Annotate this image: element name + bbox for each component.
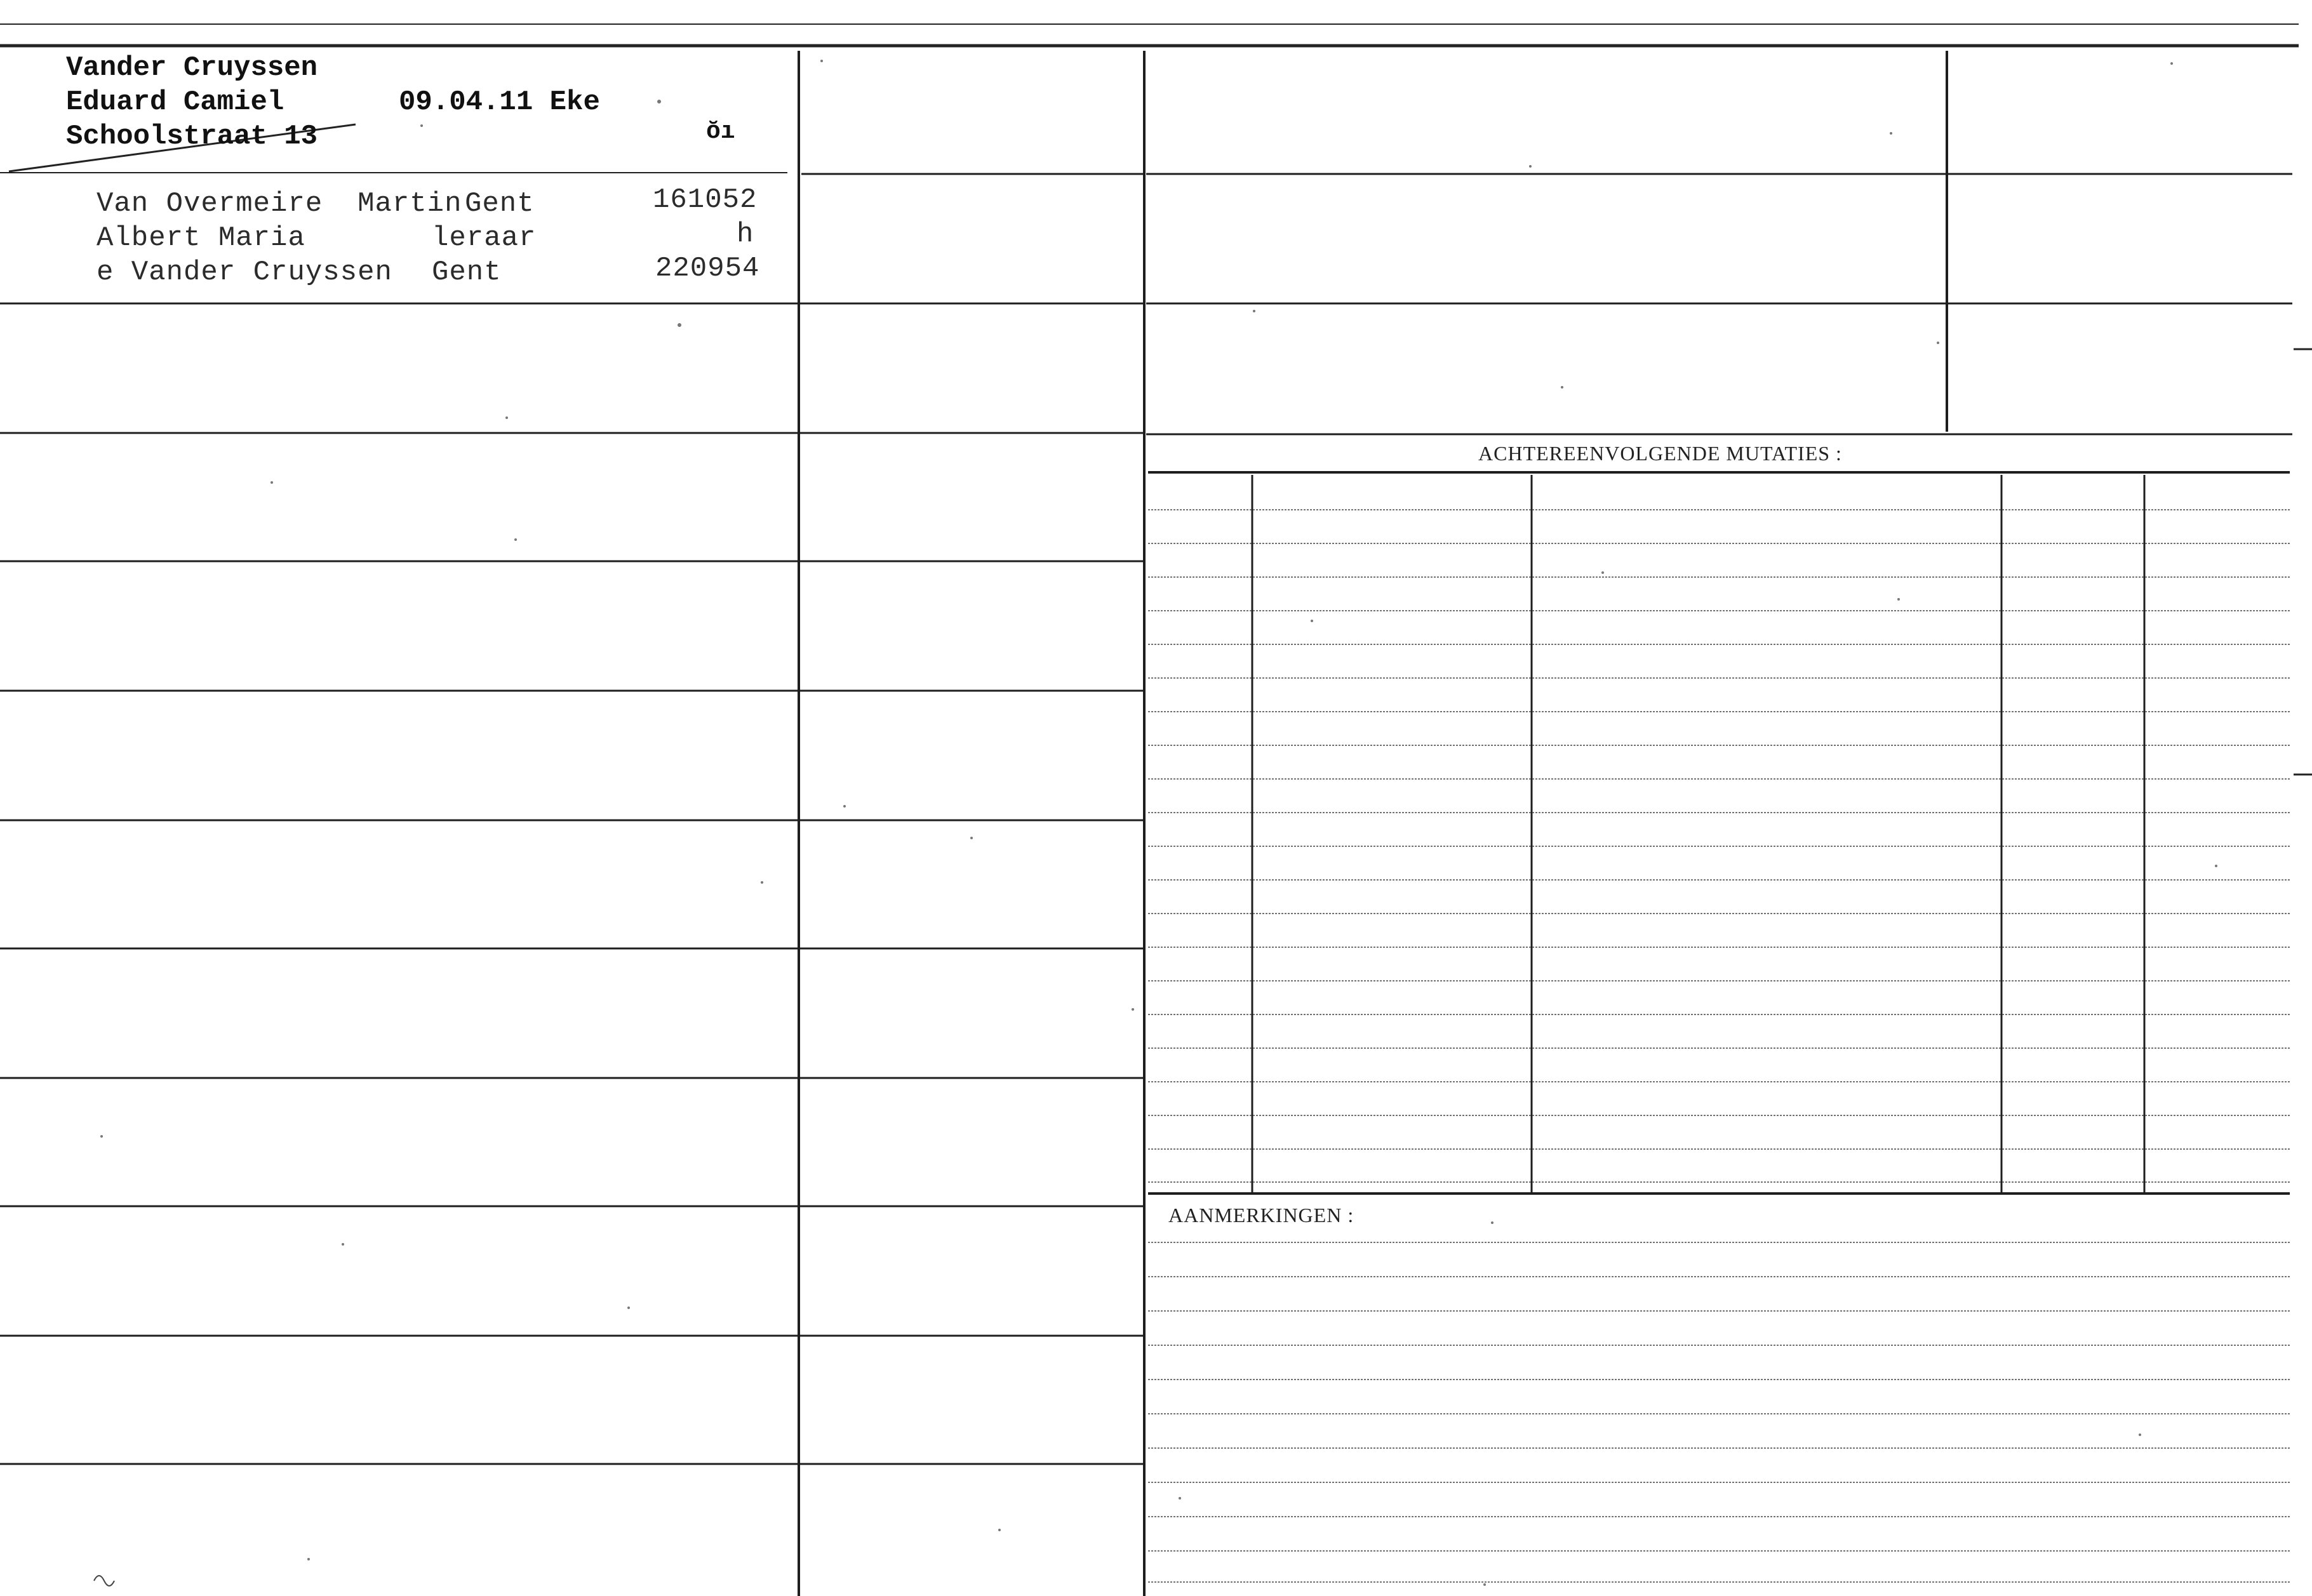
top-border <box>0 24 2299 46</box>
header-name: Vander Cruyssen <box>66 52 318 84</box>
left-row-lines <box>0 173 1143 1464</box>
header-mark: ŏı <box>706 118 735 145</box>
entry-line3-name: e Vander Cruyssen <box>97 256 392 288</box>
entry-line1-name: Van Overmeire Martin <box>97 188 462 220</box>
mutations-table <box>1148 472 2290 1194</box>
margin-ticks <box>2294 349 2312 775</box>
ink-squiggle <box>94 1576 114 1586</box>
remarks-lines <box>1148 1242 2290 1582</box>
entry-line1-place: Gent <box>465 188 535 220</box>
mutations-heading: ACHTEREENVOLGENDE MUTATIES : <box>1478 442 1842 465</box>
right-upper-boxes <box>1146 174 2292 434</box>
column-dividers <box>799 51 1947 1596</box>
header-birth-date-place: 09.04.11 Eke <box>399 86 600 118</box>
entry-line1-code: 161052 <box>653 184 758 216</box>
speckles <box>100 60 2217 1586</box>
entry-line2-code: h <box>737 218 754 250</box>
entry-line3-place: Gent <box>432 256 502 288</box>
remarks-heading: AANMERKINGEN : <box>1168 1204 1354 1227</box>
header-given-names: Eduard Camiel <box>66 86 284 118</box>
entry-line2-occupation: leraar <box>432 222 537 254</box>
entry-line3-code: 220954 <box>655 253 760 284</box>
header-address: Schoolstraat 13 <box>66 121 318 152</box>
entry-line2-name: Albert Maria <box>97 222 305 254</box>
